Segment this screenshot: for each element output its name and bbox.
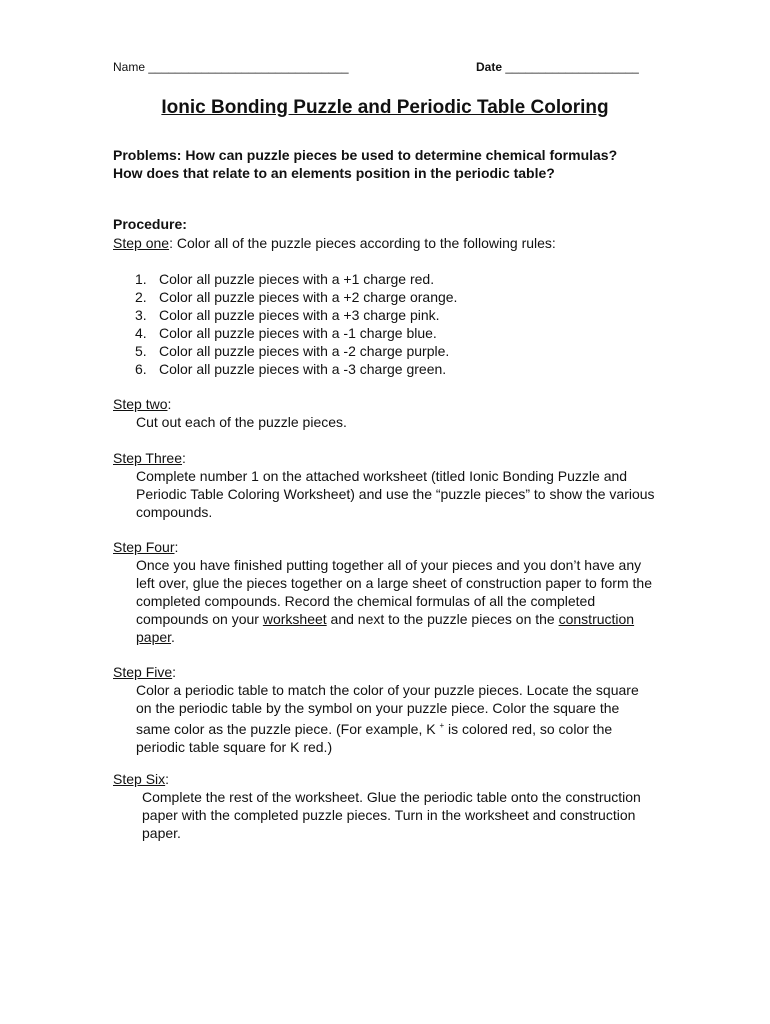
date-label: Date	[476, 60, 503, 74]
step-three-body: Complete number 1 on the attached worksheet (titled Ionic Bonding Puzzle and Periodic Table Coloring Worksheet) and use the “puzzle pieces” to show the various compounds.	[136, 468, 655, 520]
problems-statement: Problems: How can puzzle pieces be used to determine chemical formulas? How does that relate to an elements position in the periodic table?	[113, 147, 618, 181]
rule-item: 6. Color all puzzle pieces with a -3 charge green.	[135, 361, 447, 377]
name-label: Name	[113, 60, 146, 74]
document-title: Ionic Bonding Puzzle and Periodic Table Coloring	[161, 97, 609, 118]
rule-item: 4. Color all puzzle pieces with a -1 charge blue.	[135, 325, 437, 341]
procedure-label: Procedure:	[113, 216, 187, 232]
step-five-body: Color a periodic table to match the color of your puzzle pieces. Locate the square on the periodic table by the symbol on your puzzle piece. Color the square the same color as the puzzle piece. (For example, K + is colored red, so color the periodic table square for K red.)	[136, 682, 639, 755]
step-five-label: Step Five	[113, 664, 173, 680]
step-six-label: Step Six	[113, 771, 166, 787]
step-six-body: Complete the rest of the worksheet. Glue the periodic table onto the construction paper with the completed puzzle pieces. Turn in the worksheet and construction paper.	[142, 789, 641, 841]
step-two-heading: Step two:	[113, 396, 172, 412]
rule-item: 3. Color all puzzle pieces with a +3 charge pink.	[135, 307, 440, 323]
step-four-body: Once you have finished putting together all of your pieces and you don’t have any left over, glue the pieces together on a large sheet of construction paper to form the completed compounds. Record the chemical formulas of all the completed compounds on your worksheet and next to the puzzle pieces on the construction paper.	[136, 557, 652, 645]
step-two-body: Cut out each of the puzzle pieces.	[136, 414, 347, 430]
construction-paper-text: construction paper	[136, 611, 635, 645]
date-line	[476, 60, 639, 74]
step-six-heading: Step Six:	[113, 771, 170, 787]
rule-item: 1. Color all puzzle pieces with a +1 charge red.	[135, 271, 435, 287]
date-blank: ____________________	[505, 60, 639, 74]
name-line	[113, 60, 349, 74]
step-one-label: Step one	[113, 235, 170, 251]
rule-item: 2. Color all puzzle pieces with a +2 charge orange.	[135, 289, 458, 305]
step-four-label: Step Four	[113, 539, 175, 555]
step-five-heading: Step Five:	[113, 664, 177, 680]
worksheet-text: worksheet	[262, 611, 327, 627]
coloring-rules-list	[113, 270, 457, 378]
name-blank: ______________________________	[148, 60, 349, 74]
step-three-label: Step Three	[113, 450, 183, 466]
step-one-text: : Color all of the puzzle pieces according to the following rules:	[169, 235, 556, 251]
step-one-heading	[113, 234, 556, 252]
step-three-heading: Step Three:	[113, 450, 186, 466]
rule-item: 5. Color all puzzle pieces with a -2 charge purple.	[135, 343, 450, 359]
step-four-heading: Step Four:	[113, 539, 179, 555]
step-two-label: Step two	[113, 396, 168, 412]
